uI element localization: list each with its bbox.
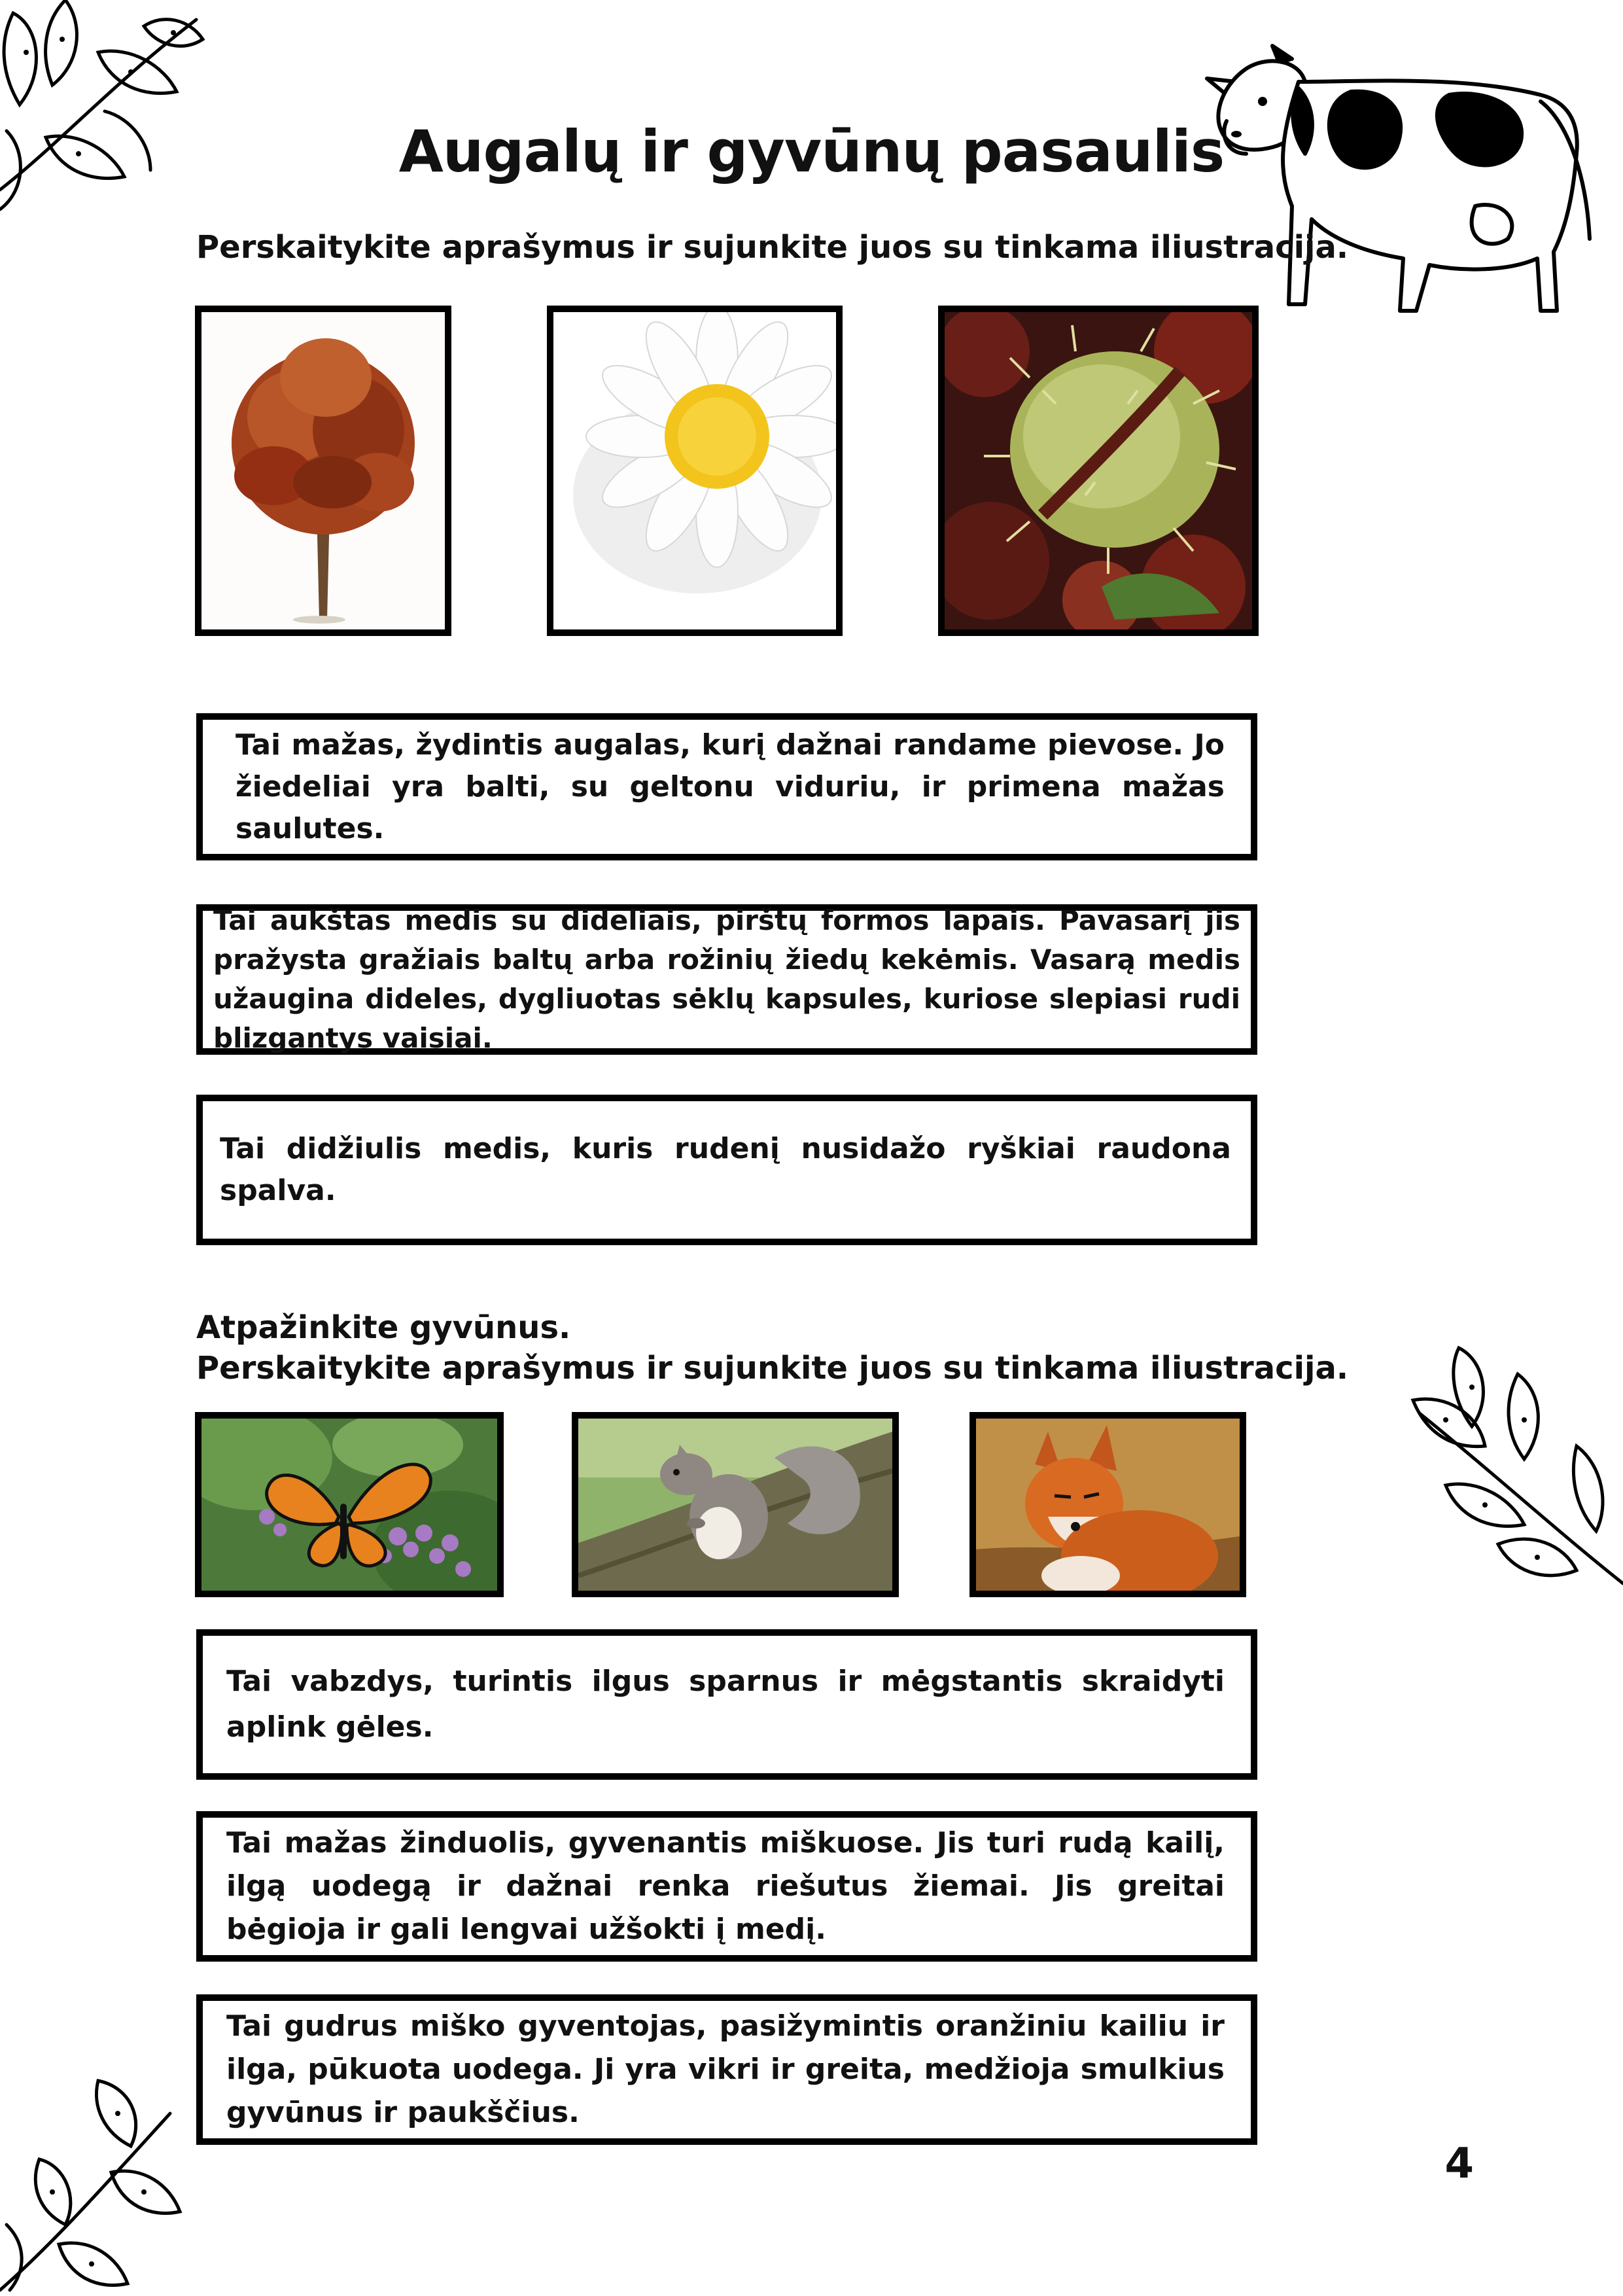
butterfly-photo[interactable] [195,1412,504,1597]
leaf-branch-icon [0,2074,183,2296]
animal-description-2: Tai mažas žinduolis, gyvenantis miškuose. Jis turi rudą kailį, ilgą uodegą ir dažnai renka riešutus žiemai. Jis greitai bėgioja ir gali lengvai užšokti į medį. [196,1811,1257,1962]
chestnut-photo[interactable] [938,306,1259,636]
animal-description-1: Tai vabzdys, turintis ilgus sparnus ir mėgstantis skraidyti aplink gėles. [196,1629,1257,1780]
plant-description-2: Tai aukštas medis su dideliais, pirštų formos lapais. Pavasarį jis pražysta gražiais baltų arba rožinių žiedų kekėmis. Vasarą medis užaugina dideles, dygliuotas sėklų kapsules, kuriose slepiasi rudi blizgantys vaisiai. [196,904,1257,1055]
fox-photo[interactable] [969,1412,1246,1597]
page-title: Augalų ir gyvūnų pasaulis [398,118,1225,185]
leaf-branch-icon [1406,1335,1623,1610]
squirrel-photo[interactable] [572,1412,899,1597]
animals-instruction: Perskaitykite aprašymus ir sujunkite juos su tinkama iliustracija. [196,1350,1349,1386]
animals-instruction-heading: Atpažinkite gyvūnus. [196,1309,571,1346]
plant-description-3: Tai didžiulis medis, kuris rudenį nusidažo ryškiai raudona spalva. [196,1095,1257,1245]
red-tree-photo[interactable] [195,306,451,636]
daisy-photo[interactable] [547,306,843,636]
animal-description-3: Tai gudrus miško gyventojas, pasižymintis oranžiniu kailiu ir ilga, pūkuota uodega. Ji yra vikri ir greita, medžioja smulkius gyvūnus ir paukščius. [196,1994,1257,2145]
plants-instruction: Perskaitykite aprašymus ir sujunkite juos su tinkama iliustracija. [196,229,1349,266]
cow-icon [1200,43,1593,330]
plant-description-1: Tai mažas, žydintis augalas, kurį dažnai randame pievose. Jo žiedeliai yra balti, su geltonu viduriu, ir primena mažas saulutes. [196,713,1257,860]
page-number: 4 [1444,2140,1474,2188]
